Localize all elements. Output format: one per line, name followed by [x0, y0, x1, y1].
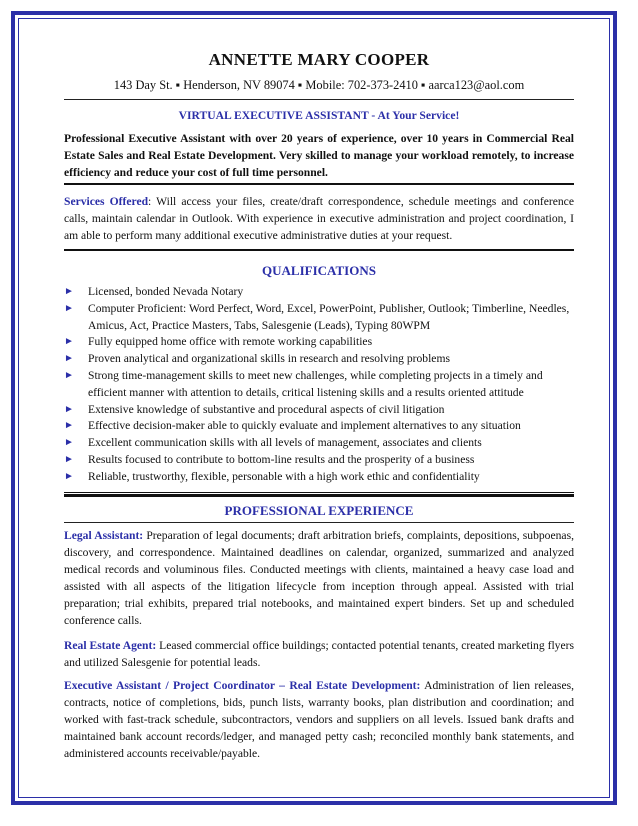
services-text: : Will access your files, create/draft correspondence, schedule meetings and conference calls, maintain calendar in Outlook. With experience in executive administration and project coordination, I am able to perform many additional executive administrative duties at your request.	[64, 195, 574, 242]
list-item: ► Effective decision-maker able to quickly evaluate and implement alternatives to any situation	[64, 418, 574, 435]
experience-title: PROFESSIONAL EXPERIENCE	[224, 502, 414, 518]
list-item: ► Excellent communication skills with all levels of management, associates and clients	[64, 435, 574, 452]
bullet-arrow-icon: ►	[64, 369, 74, 381]
list-item: ► Proven analytical and organizational skills in research and resolving problems	[64, 351, 574, 368]
experience-entry-executive	[64, 677, 574, 762]
bullet-arrow-icon: ►	[64, 336, 74, 348]
header-divider	[64, 99, 574, 100]
experience-entry-real-estate	[64, 637, 574, 671]
qualifications-list	[64, 284, 574, 486]
bullet-arrow-icon: ►	[64, 453, 74, 465]
candidate-name: ANNETTE MARY COOPER	[208, 50, 430, 69]
list-item: ► Strong time-management skills to meet new challenges, while completing projects in a timely and efficient manner with attention to details, critical listening skills and a results oriented attitude	[64, 368, 543, 399]
entry-text: Leased commercial office buildings; contacted potential tenants, created marketing flyers and utilized Salesgenie for potential leads.	[64, 638, 574, 669]
services-paragraph	[64, 193, 574, 244]
list-item: ► Fully equipped home office with remote working capabilities	[64, 334, 574, 351]
list-item: ► Results focused to contribute to bottom-line results and the prosperity of a business	[64, 452, 574, 469]
entry-label: Executive Assistant / Project Coordinator – Real Estate Development:	[64, 678, 421, 692]
bullet-arrow-icon: ►	[64, 420, 74, 432]
list-item: ► Reliable, trustworthy, flexible, personable with a high work ethic and confidentiality	[64, 469, 574, 486]
qualifications-divider	[64, 492, 574, 497]
resume-page	[64, 50, 574, 762]
bullet-arrow-icon: ►	[64, 470, 74, 482]
tagline: VIRTUAL EXECUTIVE ASSISTANT - At Your Service!	[178, 109, 460, 122]
experience-divider	[64, 522, 574, 523]
experience-entry-legal	[64, 527, 574, 629]
services-divider	[64, 249, 574, 251]
bullet-arrow-icon: ►	[64, 302, 74, 314]
services-label: Services Offered	[64, 195, 149, 208]
bullet-arrow-icon: ►	[64, 286, 74, 297]
bullet-arrow-icon: ►	[64, 437, 74, 449]
summary-divider	[64, 183, 574, 185]
list-item: ► Extensive knowledge of substantive and procedural aspects of civil litigation	[64, 402, 574, 419]
summary: Professional Executive Assistant with over 20 years of experience, over 10 years in Commercial Real Estate Sales and Real Estate Development. Very skilled to manage your workload remotely, to increase efficiency and reduce your cost of full time personnel.	[64, 132, 574, 179]
list-item: ► Licensed, bonded Nevada Notary	[64, 284, 574, 301]
entry-text: Preparation of legal documents; draft arbitration briefs, complaints, depositions, subpoenas, discovery, and correspondence. Maintained deadlines on calendar, organized, summarized and analyzed medical records and voluminous files. Conducted meetings with clients, maintained a heavy case load and assisted with all aspects of the litigation lifecycle from inception through appeal. Assisted with trial preparation; trial exhibits, prepared trial notebooks, and maintained expert binders. Set up and scheduled conference calls.	[64, 528, 574, 627]
bullet-arrow-icon: ►	[64, 353, 74, 365]
bullet-arrow-icon: ►	[64, 403, 74, 415]
entry-label: Real Estate Agent:	[64, 638, 157, 652]
qualifications-title: QUALIFICATIONS	[262, 263, 376, 278]
list-item: ► Computer Proficient: Word Perfect, Word, Excel, PowerPoint, Publisher, Outlook; Timberline, Needles, Amicus, Act, Practice Masters, Tabs, Salesgenie (Leads), Typing 80WPM	[64, 301, 570, 332]
contact-line: 143 Day St. ▪ Henderson, NV 89074 ▪ Mobile: 702-373-2410 ▪ aarca123@aol.com	[113, 78, 525, 92]
entry-label: Legal Assistant:	[64, 528, 144, 542]
entry-text: Administration of lien releases, contracts, notice of completions, bids, punch lists, warranty books, plan distribution and coordination; and worked with fast-track schedule, subcontractors, vendors and suppliers on all levels. Issued bank drafts and maintained bank account records/ledger, and managed petty cash; reconciled monthly bank statements, and administered accounts receivable/payable.	[64, 678, 574, 760]
